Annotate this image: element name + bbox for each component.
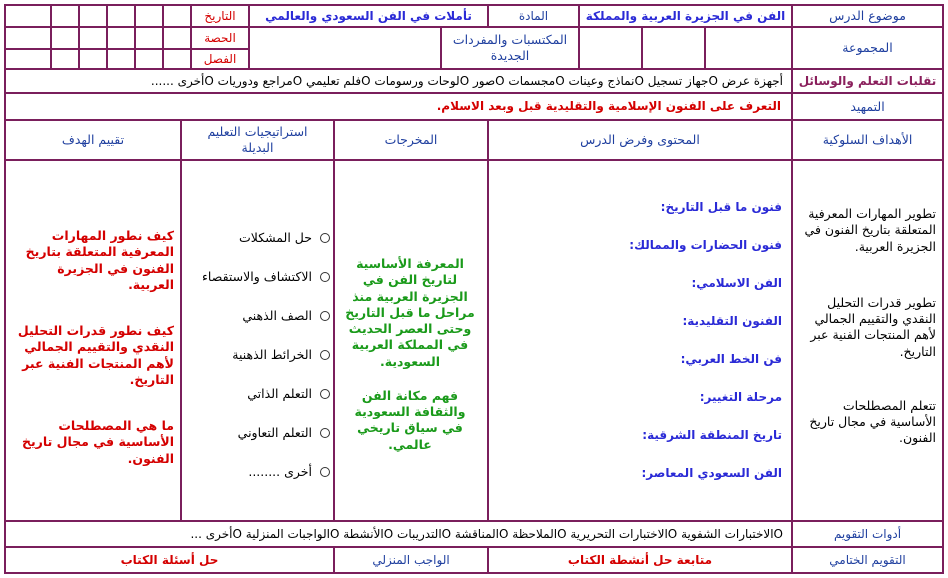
evaluation-item: ما هي المصطلحات الأساسية في مجال تاريخ الفنون. — [21, 418, 174, 466]
content-item: مرحلة التغيير: — [699, 390, 782, 404]
col-strategies: استراتيجيات التعليم البديلة — [180, 119, 335, 161]
content-item: فنون الحضارات والممالك: — [629, 238, 782, 252]
blank-cell[interactable] — [162, 4, 192, 28]
blank-cell[interactable] — [704, 26, 793, 70]
outcomes-list — [338, 256, 482, 453]
content-list — [500, 200, 782, 504]
blank-cell[interactable] — [578, 26, 643, 70]
outcome-item: فهم مكانة الفن والثقافة السعودية في سياق تاريخي عالمي. — [354, 387, 466, 452]
group-label: المجموعة — [791, 26, 944, 70]
vocab-value[interactable] — [248, 26, 442, 70]
intro-value — [4, 92, 793, 121]
resources-options[interactable] — [4, 68, 793, 94]
content-item: الفن الاسلامي: — [691, 276, 782, 290]
col-outcomes: المخرجات — [333, 119, 489, 161]
blank-cell[interactable] — [4, 48, 52, 70]
col-objectives: الأهداف السلوكية — [791, 119, 944, 161]
assessment-label: أدوات التقويم — [791, 520, 944, 548]
radio-circle-icon[interactable] — [320, 272, 330, 282]
intro-text: التعرف على الفنون الإسلامية والتقليدية قبل وبعد الاسلام. — [436, 99, 781, 113]
objective-item: تطوير قدرات التحليل النقدي والتقييم الجمالي لأهم المنتجات الفنية عبر التاريخ. — [810, 294, 936, 359]
blank-cell[interactable] — [134, 4, 164, 28]
radio-circle-icon[interactable] — [320, 311, 330, 321]
blank-cell[interactable] — [106, 48, 136, 70]
blank-cell[interactable] — [134, 48, 164, 70]
blank-cell[interactable] — [4, 26, 52, 50]
blank-cell[interactable] — [50, 48, 80, 70]
strategy-item[interactable]: حل المشكلات — [190, 218, 330, 257]
strategy-item[interactable]: الخرائط الذهنية — [190, 335, 330, 374]
content-item: الفنون التقليدية: — [682, 314, 782, 328]
blank-cell[interactable] — [106, 26, 136, 50]
assessment-options[interactable] — [4, 520, 793, 548]
radio-circle-icon[interactable] — [320, 350, 330, 360]
resources-label: تقلبات التعلم والوسائل — [791, 68, 944, 94]
strategy-item[interactable]: الاكتشاف والاستقصاء — [190, 257, 330, 296]
strategy-item[interactable]: الصف الذهني — [190, 296, 330, 335]
subject-label: المادة — [487, 4, 580, 28]
content-item: تاريخ المنطقة الشرقية: — [642, 428, 782, 442]
blank-cell[interactable] — [641, 26, 706, 70]
evaluation-item: كيف نطور قدرات التحليل النقدي والتقييم الجمالي لأهم المنتجات الفنية عبر التاريخ. — [17, 323, 174, 387]
strategy-item[interactable]: التعلم الذاتي — [190, 374, 330, 413]
content-item: فن الخط العربي: — [680, 352, 782, 366]
strategies-list — [190, 218, 330, 491]
topic-label: موضوع الدرس — [791, 4, 944, 28]
strategy-item[interactable]: التعلم التعاوني — [190, 413, 330, 452]
blank-cell[interactable] — [50, 4, 80, 28]
blank-cell[interactable] — [4, 4, 52, 28]
blank-cell[interactable] — [162, 48, 192, 70]
final-questions: حل أسئلة الكتاب — [4, 546, 335, 574]
objective-item: تتعلم المصطلحات الأساسية في مجال تاريخ الفنون. — [809, 397, 936, 446]
blank-cell[interactable] — [50, 26, 80, 50]
subject-value: تأملات في الفن السعودي والعالمي — [248, 4, 489, 28]
radio-circle-icon[interactable] — [320, 389, 330, 399]
content-item: فنون ما قبل التاريخ: — [660, 200, 782, 214]
blank-cell[interactable] — [78, 4, 108, 28]
homework-label: الواجب المنزلي — [333, 546, 489, 574]
radio-circle-icon[interactable] — [320, 467, 330, 477]
objective-item: تطوير المهارات المعرفية المتعلقة بتاريخ الفنون في الجزيرة العربية. — [804, 206, 936, 254]
topic-value: الفن في الجزيرة العربية والمملكة — [578, 4, 793, 28]
objectives-list — [796, 206, 936, 447]
evaluation-item: كيف نطور المهارات المعرفية المتعلقة بتاريخ الفنون في الجزيرة العربية. — [25, 228, 174, 292]
resources-items: أجهزة عرض Oجهاز تسجيل Oنماذج وعينات Oمجسمات Oصور Oلوحات ورسومات Oفلم تعليمي Oمراجع ودوريات Oأخرى ...... — [150, 73, 783, 88]
evaluation-list — [12, 228, 174, 467]
col-evaluation: تقييم الهدف — [4, 119, 182, 161]
outcome-item: المعرفة الأساسية لتاريخ الفن في الجزيرة العربية منذ مراحل ما قبل التاريخ وحتى العصر الحديث في المملكة العربية السعودية. — [345, 256, 475, 369]
date-label: التاريخ — [190, 4, 250, 28]
vocab-label: المكتسبات والمفردات الجديدة — [440, 26, 580, 70]
blank-cell[interactable] — [162, 26, 192, 50]
blank-cell[interactable] — [78, 48, 108, 70]
radio-circle-icon[interactable] — [320, 233, 330, 243]
final-label: التقويم الختامي — [791, 546, 944, 574]
content-item: الفن السعودي المعاصر: — [641, 466, 782, 480]
blank-cell[interactable] — [78, 26, 108, 50]
assessment-items: Oالاختبارات الشفوية Oالاختبارات التحريرية Oالملاحظة Oالمناقشة Oالتدريبات Oالأنشطة Oالواجبات المنزلية Oأخرى ... — [190, 526, 783, 541]
col-content: المحتوى وفرض الدرس — [487, 119, 793, 161]
blank-cell[interactable] — [106, 4, 136, 28]
blank-cell[interactable] — [134, 26, 164, 50]
final-activities: متابعة حل أنشطة الكتاب — [487, 546, 793, 574]
intro-label: التمهيد — [791, 92, 944, 121]
strategy-item[interactable]: أخرى ........ — [190, 452, 330, 491]
class-label: الفصل — [190, 48, 250, 70]
radio-circle-icon[interactable] — [320, 428, 330, 438]
period-label: الحصة — [190, 26, 250, 50]
